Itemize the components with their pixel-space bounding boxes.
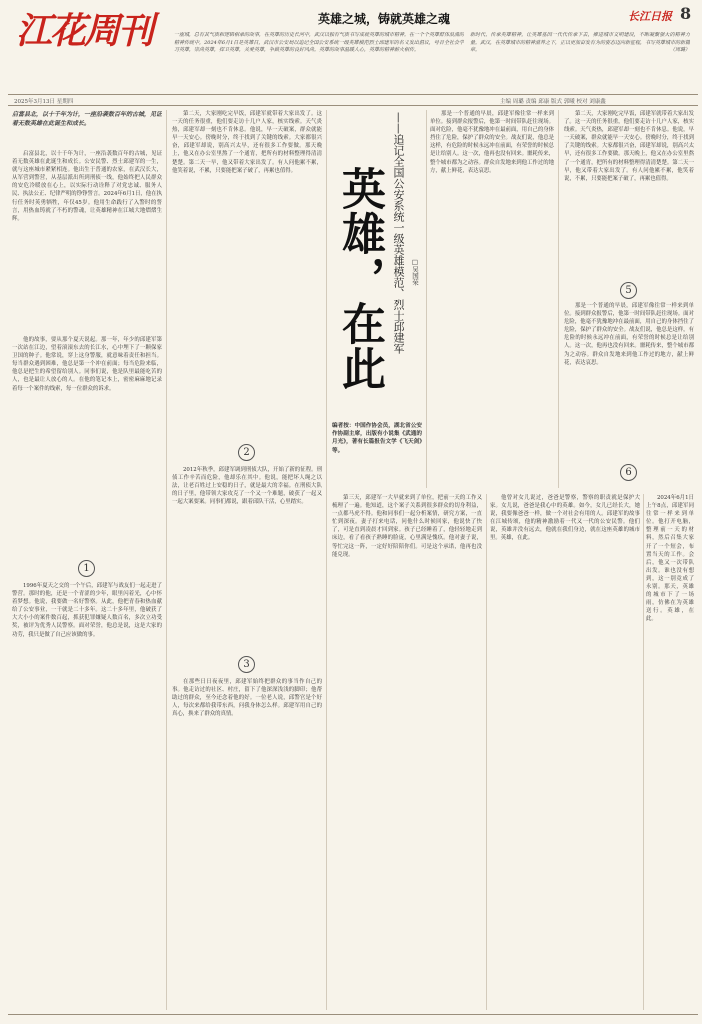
column-7-text: 2012年秋季，邱建军调到刑侦大队，开始了新的征程。刑侦工作辛苦而危险，他却乐在其中。他说，能把坏人绳之以法，让老百姓过上安稳的日子，就是最大的幸福。在刑侦大队的日子里，他带领大家攻克了一个又一个难题，破获了一起又一起大案要案。同事们都说，跟着邱队干活，心里踏实。 bbox=[172, 467, 322, 506]
column-5-text: 第二天，大家刚吃完早饭，邱建军就带着大家出发了。这一天的任务很重，他们要走访十几户人家，核实线索。天气炎热，邱建军却一刻也不肯休息。他说，早一天破案，群众就能早一天安心。傍晚时分，终于找到了关键的线索。大家都很兴奋，邱建军却说，别高兴太早，还有很多工作要做。那天晚上，他又在办公室里熬了一个通宵，把所有的材料整理得清清楚楚。第二天一早，他又带着大家出发了。有人问他累不累，他笑着说，不累，只要能把案子破了，再累也值得。 bbox=[564, 111, 694, 182]
header-intro-right bbox=[470, 32, 690, 92]
column-6-text: 1996年夏天之交的一个午后，邱建军与战友们一起走进了警营。那时的他，还是一个青涩的少年，眼里闪着光，心中怀着梦想。他说，我要做一名好警察。从此，他把青春和热血献给了公安事业，一干就是二十多年。这二十多年里，他破获了大大小小的案件数百起，抓获犯罪嫌疑人数百名，多次立功受奖，被评为优秀人民警察。面对荣誉，他总是说，这是大家的功劳，我只是做了自己应该做的事。 bbox=[12, 583, 162, 638]
section-marker-5: 5 bbox=[620, 282, 637, 299]
column-3-text: 第三天，邱建军一大早就来到了单位，把前一天的工作又梳理了一遍。他知道，这个案子关系到很多群众的切身利益，一点都马虎不得。他和同事们一起分析案情，研究方案，一直忙到深夜。妻子打来电话，问他什么时候回家，他说快了快了，可是直到凌晨才回到家。孩子已经睡着了，他轻轻地走到床边，看了看孩子熟睡的脸庞，心里满是愧疚。他对妻子说，等忙完这一阵，一定好好陪陪你们。可是这个承诺，他再也没能兑现。 bbox=[332, 495, 482, 558]
headline: 英雄之城，铸就英雄之魂 bbox=[318, 12, 451, 26]
column-2-text: 第二天，大家刚吃完早饭，邱建军就带着大家出发了。这一天的任务很重，他们要走访十几户人家，核实线索。天气炎热，邱建军却一刻也不肯休息。他说，早一天破案，群众就能早一天安心。傍晚时分，终于找到了关键的线索。大家都很兴奋，邱建军却说，别高兴太早，还有很多工作要做。那天晚上，他又在办公室里熬了一个通宵，把所有的材料整理得清清楚楚。第二天一早，他又带着大家出发了。有人问他累不累，他笑着说，不累，只要能把案子破了，再累也值得。 bbox=[172, 111, 322, 174]
editor-bracket: （周璐） bbox=[669, 47, 690, 53]
column-1b-text: 他的故事，要从那个夏天说起。那一年，年少的邱建军第一次站在江边，望着滚滚东去的长江水，心中埋下了一颗保家卫国的种子。他常说，穿上这身警服，就意味着责任和担当。每当群众遇到困难，他总是第一个冲在前面；每当危险来临，他总是把生的希望留给别人。同事们说，他是队里最能吃苦的人，也是最让人放心的人。在他的笔记本上，密密麻麻地记录着每一个案件的线索，每一位群众的诉求。 bbox=[12, 337, 162, 392]
editor-credits: 主编 周璐 责编 邱康 版式 郭曦 校对 刘康鑫 bbox=[500, 99, 606, 105]
article-title-text: 英雄，在此 bbox=[334, 166, 385, 391]
editor-note: 编者按：中国作协会员，湖北省公安作协副主席，出版有小说集《武通的月光》，著有长篇报告文学《飞天剑》等。 bbox=[332, 423, 422, 454]
column-4-text: 那是一个普通的早晨，邱建军像往常一样来到单位。接到群众报警后，他第一时间带队赶往现场。面对危险，他毫不犹豫地冲在最前面，用自己的身体挡住了危险，保护了群众的安全。战友们说，他总是这样，有危险的时候永远冲在前面，有荣誉的时候总是让给别人。这一次，他再也没有回来。噩耗传来，整个城市都为之动容。群众自发地来到他工作过的地方，献上鲜花，表达哀思。 bbox=[430, 111, 554, 174]
header-intro: 一座城，总有其气质和逻辑相承的故事，在英雄的历史长河中，武汉以独有气质书写成就英雄的城市精神。在一个个英雄群体浪涌的精神传统中，2024年6月1日是英雄日，武汉市公安局以追记全国公安系统一级英雄模范烈士邱建军的名义发出倡议，号召全社会学习英雄，崇尚英雄，捍卫英雄，关爱英雄，争做英雄的良好风尚。英雄的故事温暖人心，英雄的精神薪火相传。 bbox=[174, 32, 464, 53]
column-7 bbox=[172, 466, 322, 652]
article-subtitle-text: ——追记全国公安系统一级英雄模范、烈士邱建军 bbox=[392, 112, 405, 354]
divider-v3 bbox=[426, 110, 427, 488]
column-1 bbox=[12, 150, 162, 328]
header-rule-2 bbox=[8, 105, 698, 106]
masthead-title: 江花周刊 bbox=[16, 10, 153, 52]
section-marker-2: 2 bbox=[238, 444, 255, 461]
column-3 bbox=[332, 494, 482, 1012]
divider-v6 bbox=[643, 494, 644, 1010]
article-title bbox=[332, 166, 386, 414]
column-5 bbox=[564, 110, 694, 280]
header-intro-right-text: 新时代，传承英雄精神，让英雄基因一代代传承下去，推进城市文明建设，不断凝聚强大的精神力量。武汉，在英雄城市的精神滋养之下，正以更加奋发有为的姿态迈向新征程，书写英雄城市的新篇章。 bbox=[470, 32, 690, 53]
article-author bbox=[410, 258, 420, 318]
article-author-text: □吴国荣 bbox=[411, 258, 419, 286]
divider-v5 bbox=[558, 110, 559, 488]
column-9-text: 2024年6月1日上午8点，邱建军同往常一样来到单位。他打开电脑，整理前一天的材料，然后召集大家开了一个短会，布置当天的工作。会后，他又一次带队出发。谁也没有想到，这一别竟成了永别。那天，英雄的城市下了一场雨，仿佛在为英雄送行。英雄，在此。 bbox=[646, 495, 694, 623]
masthead bbox=[16, 6, 158, 56]
section-marker-6: 6 bbox=[620, 464, 637, 481]
column-1-text: 启富县北，以十千年为计，一座沿袭数百年的古城，见证着无数英雄在此诞生和成长。公安民警、烈士邱建军的一生，就与这座城市紧紧相连。他出生于普通的农家，在武汉长大，从军营到警营，从基层派出所到刑侦一线，他始终把人民群众的安危冷暖放在心上，以实际行动诠释了对党忠诚、服务人民、执法公正、纪律严明的铮铮誓言。2024年6月1日，他在执行任务时英勇牺牲，年仅45岁。他用生命践行了入警时的誓言，用热血铸就了不朽的警魂，让英雄精神在江城大地熠熠生辉。 bbox=[12, 151, 162, 222]
header-rule bbox=[8, 94, 698, 95]
column-6 bbox=[12, 582, 162, 1012]
page-number: 8 bbox=[680, 4, 692, 23]
column-2 bbox=[172, 110, 322, 440]
column-4 bbox=[430, 110, 554, 488]
column-8-text: 在那些日日夜夜里，邱建军始终把群众的事当作自己的事。他走访过的社区、村庄，留下了他深深浅浅的脚印；他帮助过的群众，至今还念着他的好。一位老人说，邱警官是个好人，每次来都给我带东西，问我身体怎么样。邱建军用自己的真心，换来了群众的真情。 bbox=[172, 679, 322, 718]
divider-v4 bbox=[486, 494, 487, 1010]
column-1b bbox=[12, 336, 162, 556]
divider-v1 bbox=[166, 110, 167, 1010]
column-5b-text: 那是一个普通的早晨，邱建军像往常一样来到单位。接到群众报警后，他第一时间带队赶往现场。面对危险，他毫不犹豫地冲在最前面，用自己的身体挡住了危险，保护了群众的安全。战友们说，他总是这样，有危险的时候永远冲在前面，有荣誉的时候总是让给别人。这一次，他再也没有回来。噩耗传来，整个城市都为之动容。群众自发地来到他工作过的地方，献上鲜花，表达哀思。 bbox=[564, 303, 694, 366]
section-marker-1: 1 bbox=[78, 560, 95, 577]
column-4b bbox=[490, 494, 640, 1012]
section-marker-3: 3 bbox=[238, 656, 255, 673]
column-5b bbox=[564, 302, 694, 462]
divider-v2 bbox=[326, 110, 327, 1010]
footer-rule bbox=[8, 1014, 698, 1015]
column-8 bbox=[172, 678, 322, 1012]
paper-logo: 长江日报 bbox=[628, 10, 672, 23]
article-subtitle bbox=[390, 112, 406, 412]
lead-intro: 启富县北，以十千年为计，一座沿袭数百年的古城，见证着无数英雄在此诞生和成长。 bbox=[12, 111, 162, 127]
date-line: 2025年3月13日 星期四 bbox=[14, 99, 74, 105]
column-4b-text: 他曾对女儿说过，爸爸是警察，警察的职责就是保护大家。女儿说，爸爸是我心中的英雄。如今，女儿已经长大，她说，我要像爸爸一样，做一个对社会有用的人。邱建军的故事在江城传颂，他的精神激励着一代又一代的公安民警。他们说，英雄并没有远去，他就在我们身边，就在这座英雄的城市里。英雄，在此。 bbox=[490, 495, 640, 542]
column-9 bbox=[646, 494, 694, 1012]
